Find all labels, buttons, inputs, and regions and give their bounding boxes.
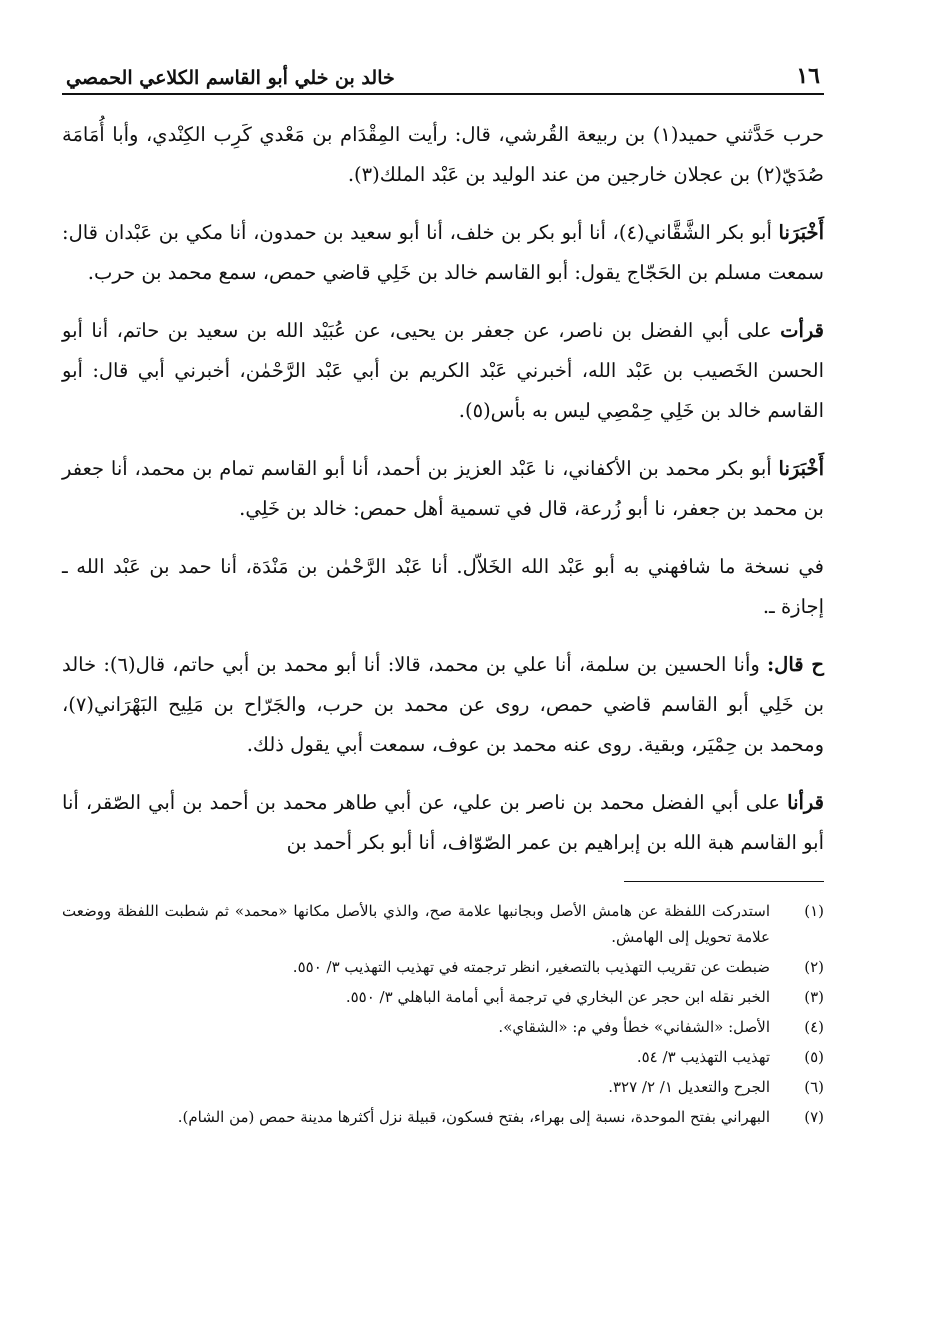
footnote-text: الجرح والتعديل ١/ ٢/ ٣٢٧. (608, 1078, 770, 1096)
footnote (62, 954, 824, 980)
paragraph-lead: أَخْبَرَنا (778, 221, 824, 244)
running-title: خالد بن خلي أبو القاسم الكلاعي الحمصي (66, 67, 395, 89)
paragraph-lead: ح قال: (766, 653, 824, 676)
paragraph (62, 645, 824, 765)
footnote-text: استدركت اللفظة عن هامش الأصل وبجانبها علامة صح، والذي بالأصل مكانها «محمد» ثم شطبت اللفظة ووضعت علامة تحويل إلى الهامش. (62, 902, 770, 946)
paragraph-text: وأنا الحسين بن سلمة، أنا علي بن محمد، قالا: أنا أبو محمد بن أبي حاتم، قال(٦): خالد بن خَلِي أبو القاسم قاضي حمص، روى عن محمد بن حرب، والجَرّاح بن مَلِيح البَهْرَاني(٧)، ومحمد بن حِمْيَر، وبقية. روى عنه محمد بن عوف، سمعت أبي يقول ذلك. (62, 653, 824, 756)
page-body (62, 115, 824, 863)
footnote-text: الخبر نقله ابن حجر عن البخاري في ترجمة أبي أمامة الباهلي ٣/ ٥٥٠. (345, 988, 770, 1006)
footnote (62, 898, 824, 950)
footnote-text: الأصل: «الشفاني» خطأ وفي م: «الشقاي». (498, 1018, 770, 1036)
footnote (62, 1074, 824, 1100)
paragraph (62, 115, 824, 195)
paragraph-lead: قرأت (780, 319, 824, 342)
footnote-number: (٥) (804, 1048, 824, 1066)
footnote (62, 1104, 824, 1130)
paragraph-text: حرب حَدَّثني حميد(١) بن ربيعة القُرشي، قال: رأيت المِقْدَام بن مَعْدي كَرِب الكِنْدي، وأبا أُمَامَة صُدَيّ(٢) بن عجلان خارجين من عند الوليد بن عَبْد الملك(٣). (62, 123, 824, 186)
footnote (62, 1014, 824, 1040)
footnote (62, 984, 824, 1010)
paragraph (62, 213, 824, 293)
book-page (62, 55, 824, 1134)
paragraph-text: أبو بكر محمد بن الأكفاني، نا عَبْد العزيز بن أحمد، أنا أبو القاسم تمام بن محمد، أنا جعفر بن محمد بن جعفر، نا أبو زُرعة، قال في تسمية أهل حمص: خالد بن خَلِي. (62, 457, 824, 520)
footnote-separator (624, 881, 824, 882)
footnote (62, 1044, 824, 1070)
footnote-text: تهذيب التهذيب ٣/ ٥٤. (636, 1048, 770, 1066)
page-number: ١٦ (796, 63, 820, 89)
paragraph-lead: قرأنا (787, 791, 824, 814)
paragraph (62, 783, 824, 863)
footnote-number: (٤) (804, 1018, 824, 1036)
footnote-number: (٦) (804, 1078, 824, 1096)
paragraph-text: أبو بكر الشَّقَّاني(٤)، أنا أبو بكر بن خلف، أنا أبو سعيد بن حمدون، أنا مكي بن عَبْدان قال: سمعت مسلم بن الحَجّاج يقول: أبو القاسم خالد بن خَلِي قاضي حمص، سمع محمد بن حرب. (62, 221, 824, 284)
paragraph-lead: أَخْبَرَنا (778, 457, 824, 480)
paragraph-text: على أبي الفضل بن ناصر، عن جعفر بن يحيى، عن عُبَيْد الله بن سعيد بن حاتم، أنا أبو الحسن الخَصيب بن عَبْد الله، أخبرني عَبْد الكريم بن أبي عَبْد الرَّحْمٰن، أخبرني أبي قال: أبو القاسم خالد بن خَلِي حِمْصِي ليس به بأس(٥). (62, 319, 824, 422)
paragraph (62, 547, 824, 627)
paragraph-text: على أبي الفضل محمد بن ناصر بن علي، عن أبي طاهر محمد بن أحمد بن أبي الصّقر، أنا أبو القاسم هبة الله بن إبراهيم بن عمر الصّوّاف، أنا أبو بكر أحمد بن (62, 791, 824, 854)
footnotes (62, 898, 824, 1130)
paragraph (62, 449, 824, 529)
footnote-number: (١) (804, 902, 824, 920)
footnote-number: (٧) (804, 1108, 824, 1126)
footnote-number: (٣) (804, 988, 824, 1006)
page-header (62, 55, 824, 95)
paragraph-text: في نسخة ما شافهني به أبو عَبْد الله الخَلاّل. أنا عَبْد الرَّحْمٰن بن مَنْدَة، أنا حمد بن عَبْد الله ـ إجازة ـ. (62, 555, 824, 618)
footnote-number: (٢) (804, 958, 824, 976)
paragraph (62, 311, 824, 431)
footnote-text: البهراني بفتح الموحدة، نسبة إلى بهراء، بفتح فسكون، قبيلة نزل أكثرها مدينة حمص (من الشام). (177, 1108, 770, 1126)
footnote-text: ضبطت عن تقريب التهذيب بالتصغير، انظر ترجمته في تهذيب التهذيب ٣/ ٥٥٠. (292, 958, 770, 976)
